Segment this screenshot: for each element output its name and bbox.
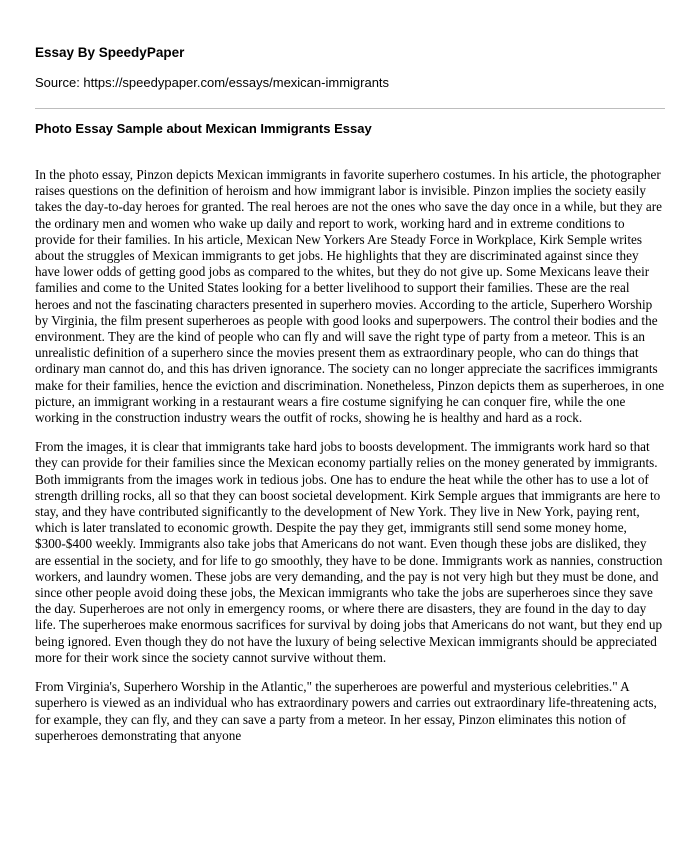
header-divider xyxy=(35,108,665,109)
document-header xyxy=(35,44,665,92)
paragraph: From Virginia's, Superhero Worship in the Atlantic," the superheroes are powerful and mysterious celebrities." A superhero is viewed as an individual who has extraordinary powers and carries out extraordinary life-threatening acts, for example, they can fly, and they can save a party from a meteor. In her essay, Pinzon eliminates this notion of superheroes demonstrating that anyone xyxy=(35,679,657,743)
paragraph: In the photo essay, Pinzon depicts Mexican immigrants in favorite superhero costumes. In his article, the photographer raises questions on the definition of heroism and how immigrant labor is invisible. Pinzon implies the society easily takes the day-to-day heroes for granted. The real heroes are not the ones who save the day once in a while, but they are the ordinary men and women who wake up daily and report to work, working hard and in extreme conditions to provide for their families. In his article, Mexican New Yorkers Are Steady Force in Workplace, Kirk Semple writes about the struggles of Mexican immigrants to get jobs. He highlights that they are discriminated against since they have lower odds of getting good jobs as compared to the whites, but they do not give up. Some Mexicans leave their families and come to the United States looking for a better livelihood to support their families. These are the real heroes and not the fascinating characters presented in superhero movies. According to the article, Superhero Worship by Virginia, the film present superheroes as people with good looks and superpowers. The control their bodies and the environment. They are the kind of people who can fly and will save the right type of party from a meteor. This is an unrealistic definition of a superhero since the movies present them as extraordinary people, who can do things that ordinary man cannot do, and this has driven ignorance. The society can no longer appreciate the sacrifices immigrants make for their families, hence the eviction and discrimination. Nonetheless, Pinzon depicts them as superheroes, in one picture, an immigrant working in a restaurant wears a fire costume signifying he can conquer fire, while the one working in the construction industry wears the outfit of rocks, showing he is healthy and hard as a rock. xyxy=(35,167,665,426)
source-line: Source: https://speedypaper.com/essays/mexican-immigrants xyxy=(35,75,390,90)
paragraph: From the images, it is clear that immigrants take hard jobs to boosts development. The immigrants work hard so that they can provide for their families since the Mexican economy partially relies on the money generated by immigrants. Both immigrants from the images work in tedious jobs. One has to endure the heat while the other has to use a lot of strength drilling rocks, all so that they can boost societal development. Kirk Semple argues that immigrants are here to stay, and they have contributed significantly to the development of New York. They live in New York, paying rent, which is later translated to economic growth. Despite the pay they get, immigrants still send some money home, $300-$400 weekly. Immigrants also take jobs that Americans do not want. Even though these jobs are disliked, they are essential in the society, and for life to go smoothly, they have to be done. Immigrants work as nannies, construction workers, and laundry women. These jobs are very demanding, and the pay is not very high but they must be done, and since other people avoid doing these jobs, the Mexican immigrants who take the jobs are superheroes since they save the day. Superheroes are not only in emergency rooms, or where there are disasters, they are found in the day to day life. The superheroes make enormous sacrifices for survival by doing jobs that Americans do not want, but they end up being ignored. Even though they do not have the luxury of being selective Mexican immigrants should be appreciated more for their work since the society cannot survive without them. xyxy=(35,439,663,665)
essay-title: Photo Essay Sample about Mexican Immigrants Essay xyxy=(35,121,372,136)
essay-body xyxy=(35,167,665,757)
header-title: Essay By SpeedyPaper xyxy=(35,45,185,60)
